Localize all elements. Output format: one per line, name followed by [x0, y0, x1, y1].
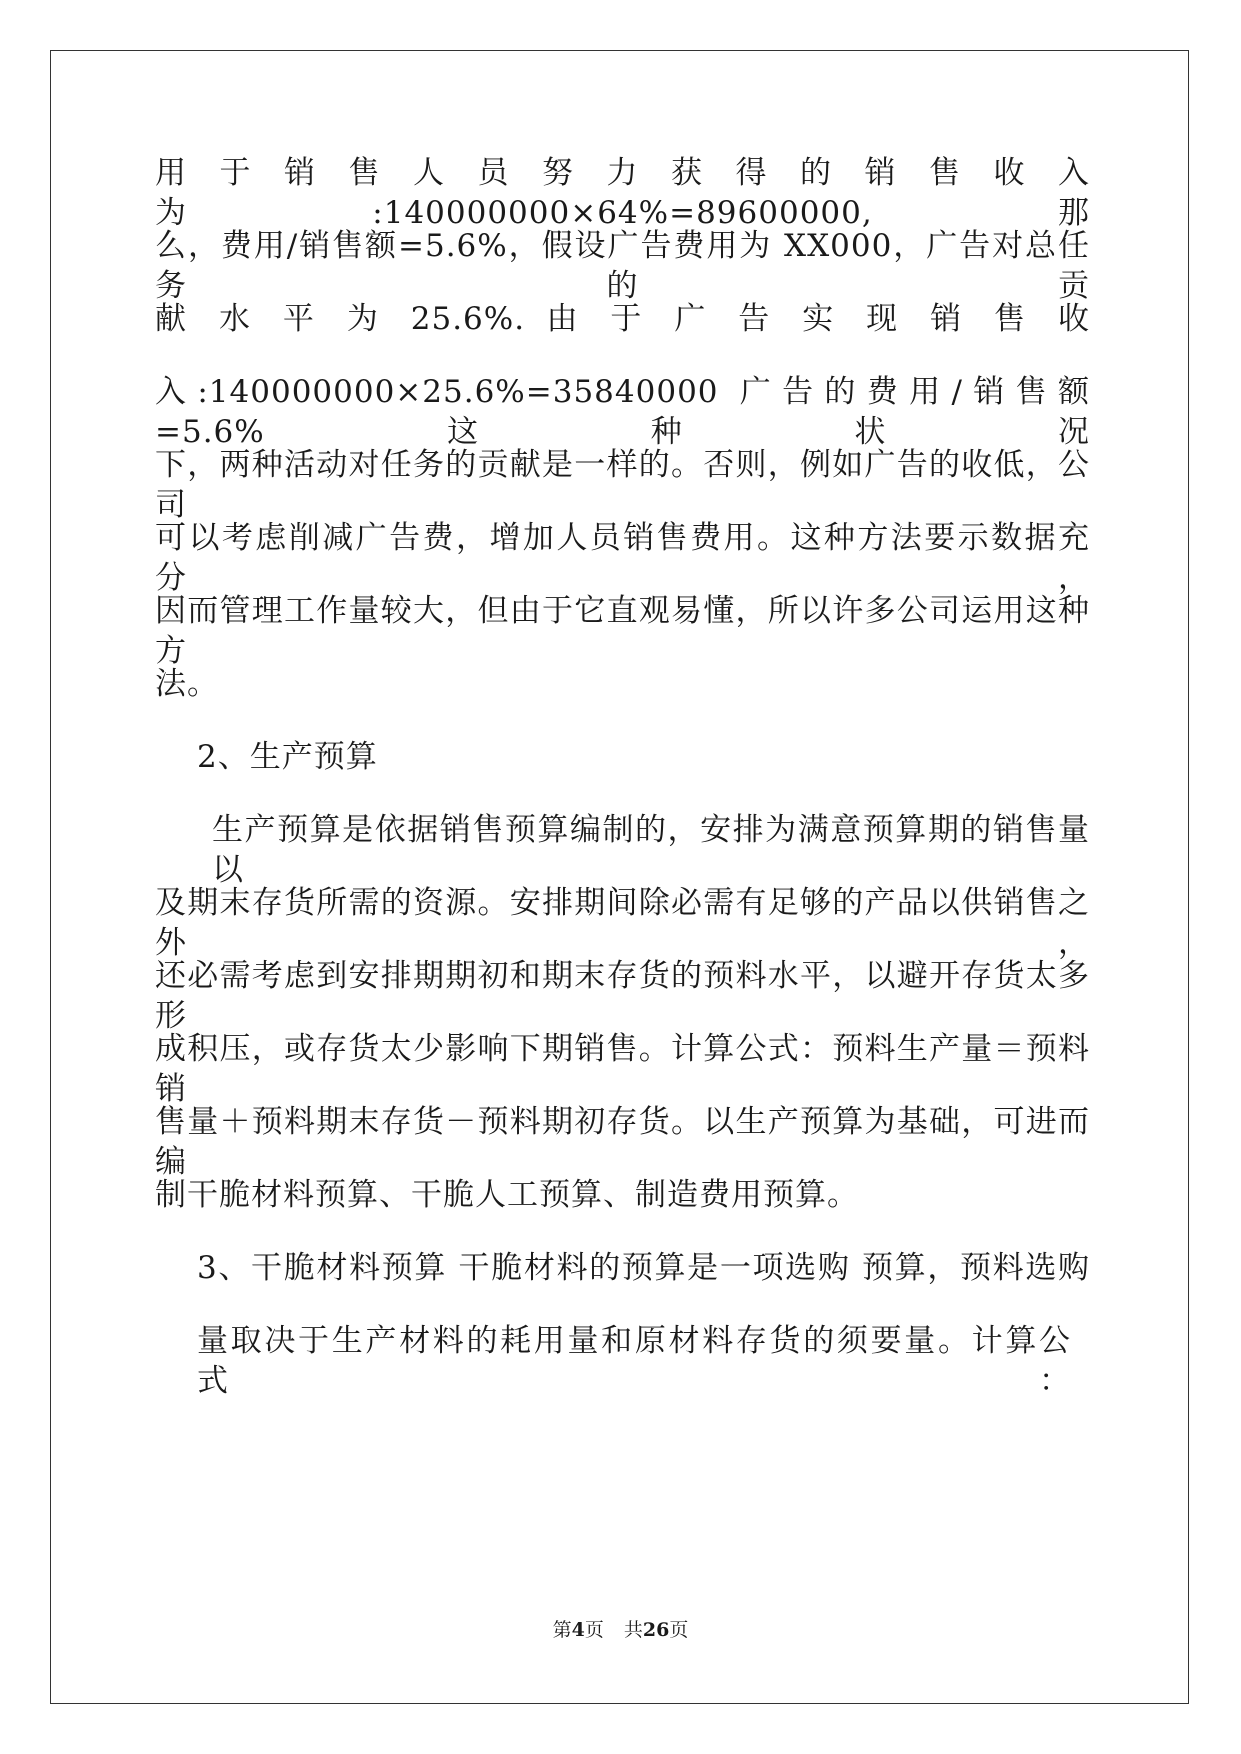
section-heading-production-budget: 2、生产预算 — [197, 739, 378, 775]
body-line-11: 及期末存货所需的资源。安排期间除必需有足够的产品以供销售之外， — [155, 885, 1090, 961]
body-line-13: 成积压，或存货太少影响下期销售。计算公式：预料生产量＝预料销 — [155, 1031, 1090, 1107]
body-line-1: 用于销售人员努力获得的销售收入为:140000000×64%=89600000,那 — [155, 155, 1090, 231]
body-line-17: 量取决于生产材料的耗用量和原材料存货的须要量。计算公式： — [197, 1323, 1071, 1399]
footer-page-total: 26 — [642, 1619, 670, 1641]
body-line-12: 还必需考虑到安排期期初和期末存货的预料水平，以避开存货太多形 — [155, 958, 1090, 1034]
section-heading-material-budget: 3、干脆材料预算 干脆材料的预算是一项选购 预算，预料选购 — [197, 1250, 1090, 1286]
body-line-6: 可以考虑削减广告费，增加人员销售费用。这种方法要示数据充分， — [155, 520, 1090, 596]
body-line-15: 制干脆材料预算、干脆人工预算、制造费用预算。 — [155, 1177, 859, 1213]
body-line-7: 因而管理工作量较大，但由于它直观易懂，所以许多公司运用这种方 — [155, 593, 1090, 669]
body-line-2: 么，费用/销售额=5.6%，假设广告费用为 XX000，广告对总任务的贡 — [155, 228, 1090, 304]
footer-total-unit: 页 — [669, 1619, 689, 1641]
body-line-8: 法。 — [155, 666, 219, 702]
page-number-footer — [0, 1618, 1241, 1642]
footer-page-prefix: 第 — [552, 1619, 572, 1641]
body-line-10: 生产预算是依据销售预算编制的，安排为满意预算期的销售量以 — [212, 812, 1090, 888]
body-line-14: 售量＋预料期末存货－预料期初存货。以生产预算为基础，可进而编 — [155, 1104, 1090, 1180]
footer-page-current: 4 — [571, 1619, 585, 1641]
body-line-3: 献 水 平 为 25.6%. 由 于 广 告 实 现 销 售 收 — [155, 301, 1090, 337]
body-line-5: 下，两种活动对任务的贡献是一样的。否则，例如广告的收低，公司 — [155, 447, 1090, 523]
footer-total-prefix: 共 — [623, 1619, 643, 1641]
body-line-4: 入:140000000×25.6%=35840000 广告的费用/销售额=5.6% 这种状况 — [155, 374, 1090, 450]
footer-page-unit: 页 — [584, 1619, 604, 1641]
